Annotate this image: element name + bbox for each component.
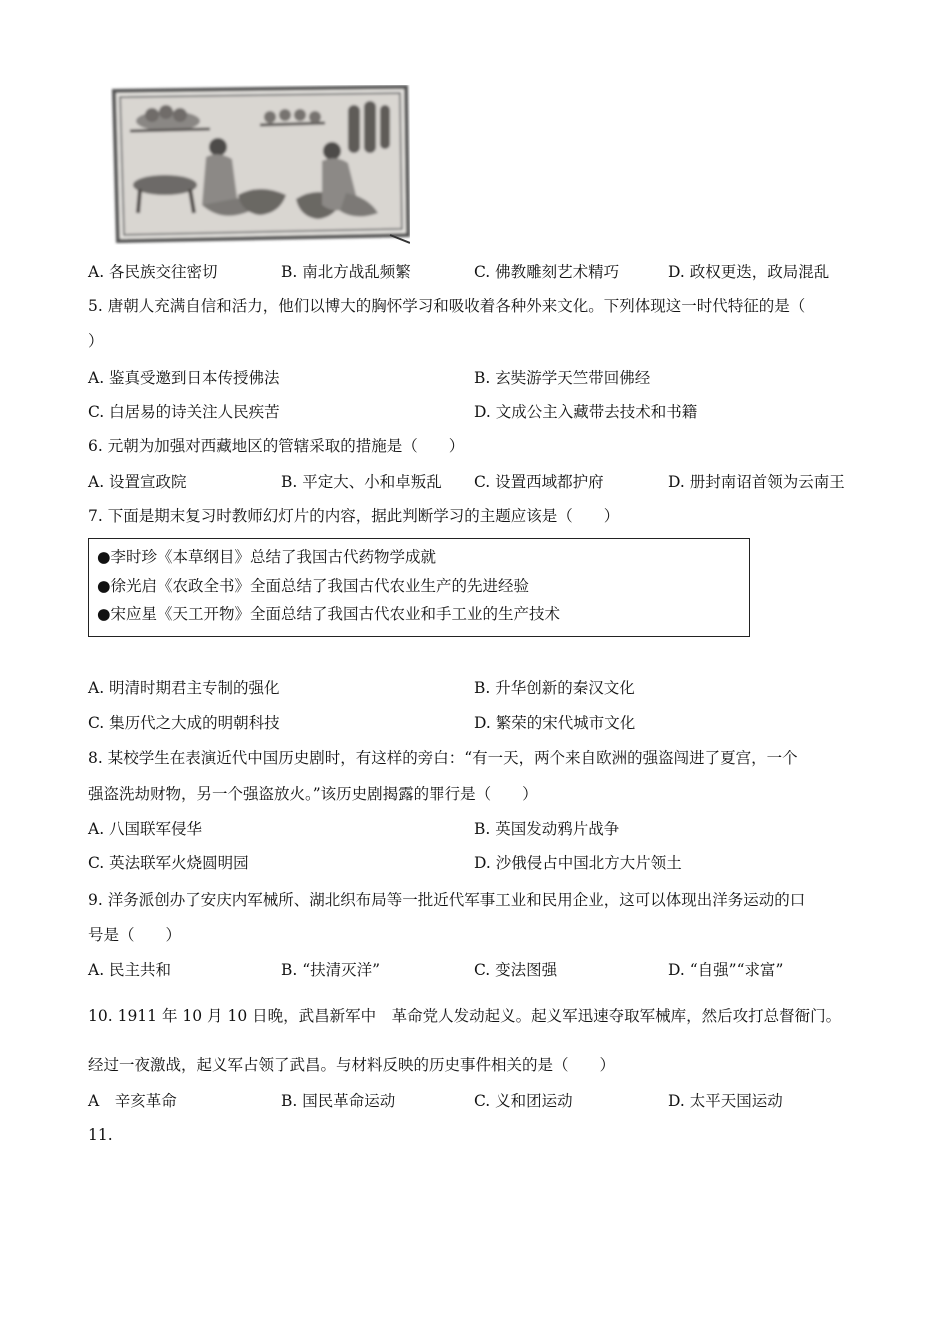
q6-option-b: B. 平定大、小和卓叛乱 xyxy=(281,473,442,491)
q9-option-a: A. 民主共和 xyxy=(88,961,172,979)
q5-stem: 5. 唐朝人充满自信和活力，他们以博大的胸怀学习和吸收着各种外来文化。下列体现这一时代特征的是（ xyxy=(88,297,806,315)
q5-option-b: B. 玄奘游学天竺带回佛经 xyxy=(474,369,651,387)
q6-option-d: D. 册封南诏首领为云南王 xyxy=(668,473,845,491)
q7-stem: 7. 下面是期末复习时教师幻灯片的内容，据此判断学习的主题应该是（ ） xyxy=(88,507,620,525)
q7-box-line-2: ●徐光启《农政全书》全面总结了我国古代农业生产的先进经验 xyxy=(97,577,530,595)
q10-stem: 10. 1911 年 10 月 10 日晚，武昌新军中 革命党人发动起义。起义军迅速夺取军械库，然后攻打总督衙门。 xyxy=(88,1007,842,1025)
q6-stem: 6. 元朝为加强对西藏地区的管辖采取的措施是（ ） xyxy=(88,437,465,455)
q6-option-c: C. 设置西域都护府 xyxy=(474,473,604,491)
q9-stem: 9. 洋务派创办了安庆内军械所、湖北织布局等一批近代军事工业和民用企业，这可以体现出洋务运动的口 xyxy=(88,891,806,909)
q11-label: 11. xyxy=(88,1126,113,1144)
q10-option-c: C. 义和团运动 xyxy=(474,1092,573,1110)
q4-option-b: B. 南北方战乱频繁 xyxy=(281,263,411,281)
q7-box-line-3: ●宋应星《天工开物》全面总结了我国古代农业和手工业的生产技术 xyxy=(97,605,561,623)
q4-option-c: C. 佛教雕刻艺术精巧 xyxy=(474,263,620,281)
q4-option-a: A. 各民族交往密切 xyxy=(88,263,218,281)
q9-stem-cont: 号是（ ） xyxy=(88,926,182,944)
q8-option-d: D. 沙俄侵占中国北方大片领土 xyxy=(474,854,682,872)
q8-option-b: B. 英国发动鸦片战争 xyxy=(474,820,620,838)
q5-option-c: C. 白居易的诗关注人民疾苦 xyxy=(88,403,280,421)
q7-option-c: C. 集历代之大成的明朝科技 xyxy=(88,714,280,732)
q9-option-c: C. 变法图强 xyxy=(474,961,558,979)
q10-option-b: B. 国民革命运动 xyxy=(281,1092,396,1110)
q8-option-a: A. 八国联军侵华 xyxy=(88,820,203,838)
q7-box-line-1: ●李时珍《本草纲目》总结了我国古代药物学成就 xyxy=(97,548,437,566)
q10-stem-cont: 经过一夜激战，起义军占领了武昌。与材料反映的历史事件相关的是（ ） xyxy=(88,1056,616,1074)
q8-option-c: C. 英法联军火烧圆明园 xyxy=(88,854,249,872)
q10-option-a: A 辛亥革命 xyxy=(88,1092,177,1110)
q5-stem-cont: ） xyxy=(88,332,104,350)
relief-carving-image xyxy=(110,85,410,245)
q8-stem: 8. 某校学生在表演近代中国历史剧时，有这样的旁白：“有一天，两个来自欧洲的强盗闯进了夏宫，一个 xyxy=(88,749,798,767)
q8-stem-cont: 强盗洗劫财物，另一个强盗放火。”该历史剧揭露的罪行是（ ） xyxy=(88,785,538,803)
q7-option-d: D. 繁荣的宋代城市文化 xyxy=(474,714,636,732)
q10-option-d: D. 太平天国运动 xyxy=(668,1092,783,1110)
q7-option-a: A. 明清时期君主专制的强化 xyxy=(88,679,280,697)
q7-option-b: B. 升华创新的秦汉文化 xyxy=(474,679,635,697)
q7-slide-box xyxy=(88,538,750,637)
q4-option-d: D. 政权更迭，政局混乱 xyxy=(668,263,830,281)
q5-option-d: D. 文成公主入藏带去技术和书籍 xyxy=(474,403,698,421)
q9-option-d: D. “自强”“求富” xyxy=(668,961,784,979)
q9-option-b: B. “扶清灭洋” xyxy=(281,961,381,979)
q5-option-a: A. 鉴真受邀到日本传授佛法 xyxy=(88,369,280,387)
q6-option-a: A. 设置宣政院 xyxy=(88,473,187,491)
